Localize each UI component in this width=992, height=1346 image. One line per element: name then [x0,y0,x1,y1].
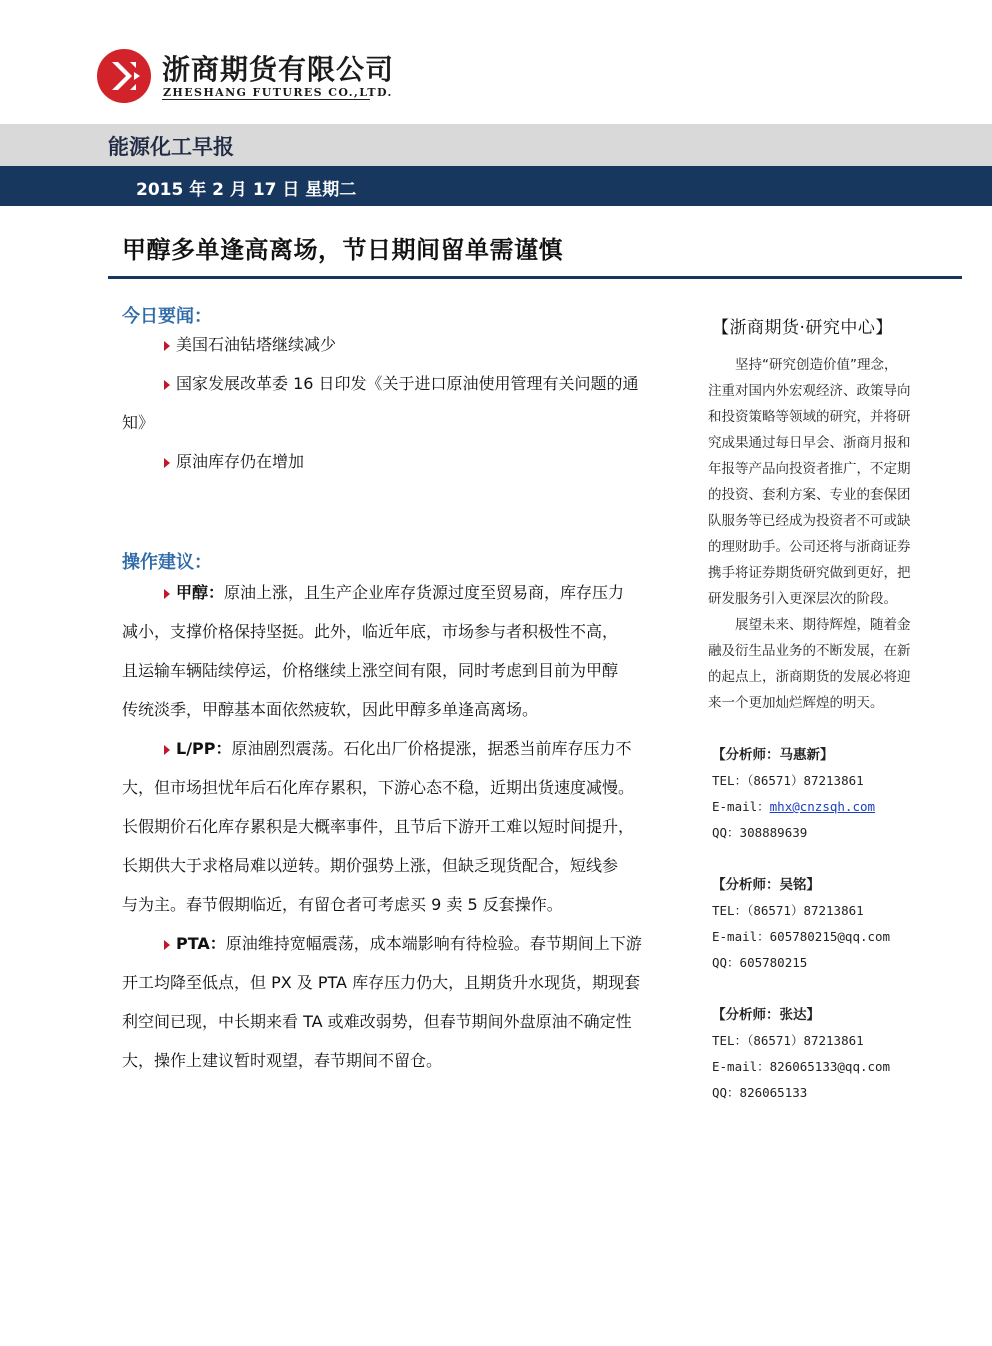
bullet-triangle-icon [164,341,170,351]
headline: 甲醇多单逢高离场，节日期间留单需谨慎 [122,236,563,264]
headline-divider [108,276,962,279]
analyst-qq: QQ：826065133 [712,1085,808,1100]
analyst-email-row: E-mail：826065133@qq.com [712,1059,891,1074]
analyst-email: 826065133@qq.com [769,1059,891,1074]
report-date: 2015 年 2 月 17 日 星期二 [136,180,357,200]
company-name-en: ZHESHANG FUTURES CO.,LTD. [163,86,393,99]
analyst-card [712,872,890,976]
analyst-tel: TEL：（86571）87213861 [712,903,864,918]
news-item: 国家发展改革委 16 日印发《关于进口原油使用管理有关问题的通 [122,364,682,403]
analyst-name: 【分析师：张达】 [712,1007,820,1023]
analyst-qq: QQ：308889639 [712,825,808,840]
bullet-triangle-icon [164,380,170,390]
analyst-name: 【分析师：马惠新】 [712,747,834,763]
company-underline [162,99,370,100]
page-header [0,0,992,124]
analyst-card [712,1002,890,1106]
company-name-cn: 浙商期货有限公司 [162,53,395,86]
analyst-email-link[interactable]: mhx@cnzsqh.com [769,799,876,814]
advice-methanol: 甲醇：原油上涨，且生产企业库存货源过度至贸易商，库存压力 减小，支撑价格保持坚挺。此外，临近年底，市场参与者积极性不高， 且运输车辆陆续停运，价格继续上涨空间有限，同时考虑到目前为甲醇 传统淡季，甲醇基本面依然疲软，因此甲醇多单逢高离场。 [122,583,625,719]
analyst-tel: TEL：（86571）87213861 [712,1033,864,1048]
bullet-triangle-icon [164,589,170,599]
analyst-email-row: E-mail：mhx@cnzsqh.com [712,799,876,814]
advice-lead: PTA： [176,934,226,953]
analyst-email: 605780215@qq.com [769,929,891,944]
zheshang-logo-icon [96,48,152,104]
advice-lead: L/PP： [176,739,232,758]
advice-lpp: L/PP：原油剧烈震荡。石化出厂价格提涨，据悉当前库存压力不 大，但市场担忧年后石化库存累积，下游心态不稳，近期出货速度减慢。 长假期价石化库存累积是大概率事件，且节后下游开工难以短时间提升， 长期供大于求格局难以逆转。期价强势上涨，但缺乏现货配合，短线参 与为主。春节假期临近，有留仓者可考虑买 9 卖 5 反套操作。 [122,739,635,914]
research-center-title: 【浙商期货·研究中心】 [712,318,893,338]
analyst-name: 【分析师：吴铭】 [712,877,820,893]
bullet-triangle-icon [164,745,170,755]
analyst-email-row: E-mail：605780215@qq.com [712,929,891,944]
bullet-triangle-icon [164,458,170,468]
analyst-card [712,742,875,846]
news-section-title: 今日要闻： [122,306,212,327]
news-item: 美国石油钻塔继续减少 [122,325,682,364]
news-item: 原油库存仍在增加 [122,442,682,481]
advice-pta: PTA：原油维持宽幅震荡，成本端影响有待检验。春节期间上下游 开工均降至低点，但 PX 及 PTA 库存压力仍大，且期货升水现货，期现套 利空间已现，中长期来看 TA 或难改弱势，但春节期间外盘原油不确定性 大，操作上建议暂时观望，春节期间不留仓。 [122,934,642,1070]
advice-section-title: 操作建议： [122,552,212,573]
analyst-tel: TEL：（86571）87213861 [712,773,864,788]
report-name: 能源化工早报 [108,135,234,159]
bullet-triangle-icon [164,940,170,950]
analyst-qq: QQ：605780215 [712,955,808,970]
news-item-continuation: 知》 [122,413,155,432]
research-center-intro: 坚持“研究创造价值”理念， 注重对国内外宏观经济、政策导向 和投资策略等领域的研究，并将研 究成果通过每日早会、浙商月报和 年报等产品向投资者推广，不定期 的投资、套利方案、专业的套保团 队服务等已经成为投资者不可或缺 的理财助手。公司还将与浙商证券 携手将证券期货研究做到更好，把 研发服务引入更深层次的阶段。 展望未来、期待辉煌，随着金 融及衍生品业务的不断发展，在新 的起点上，浙商期货的发展必将迎 来一个更加灿烂辉煌的明天。 [708,357,911,711]
advice-lead: 甲醇： [176,583,225,602]
